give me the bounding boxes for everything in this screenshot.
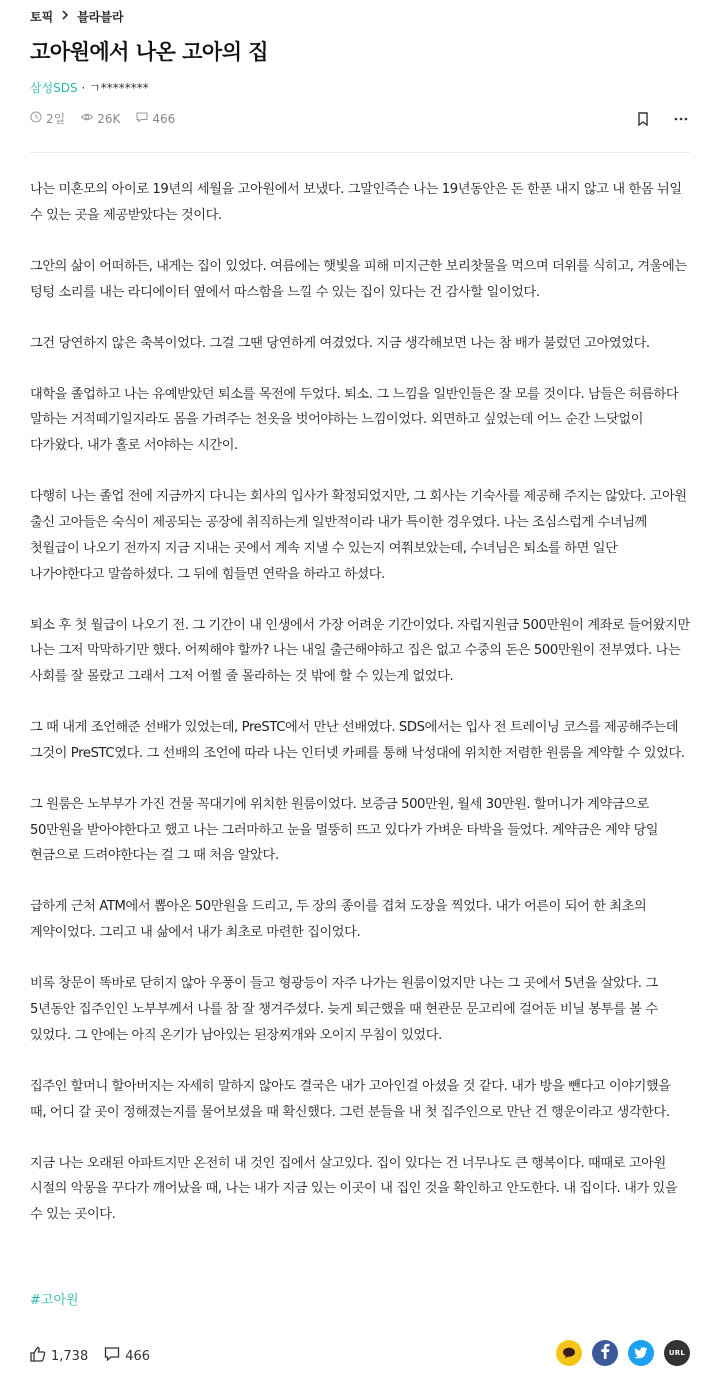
comment-bubble-icon [104, 1346, 120, 1366]
author-info [30, 79, 149, 96]
comment-button[interactable] [104, 1346, 150, 1366]
kakaotalk-icon [562, 1344, 576, 1363]
facebook-share-button[interactable] [592, 1340, 618, 1366]
post-comments [136, 111, 175, 126]
breadcrumb-board[interactable]: 블라블라 [77, 10, 124, 24]
like-button[interactable] [30, 1346, 88, 1366]
post-body [30, 177, 690, 1253]
post-views-label: 26K [97, 111, 121, 126]
kakao-share-button[interactable] [556, 1340, 582, 1366]
reaction-bar [30, 1346, 150, 1366]
twitter-bird-icon [634, 1344, 648, 1363]
body-paragraph: 집주인 할머니 할아버지는 자세히 말하지 않아도 결국은 내가 고아인걸 아셨을 것 같다. 내가 방을 뺀다고 이야기했을 때, 어디 갈 곳이 정해졌는지를 물어보셨을 때 확신했다. 그런 분들을 내 첫 집주인으로 만난 건 행운이라고 생각한다. [30, 1078, 671, 1120]
url-share-button[interactable] [664, 1340, 690, 1366]
post-time [30, 110, 65, 127]
body-paragraph: 그건 당연하지 않은 축복이었다. 그걸 그땐 당연하게 여겼었다. 지금 생각해보면 나는 참 배가 불렀던 고아였었다. [30, 335, 650, 351]
twitter-share-button[interactable] [628, 1340, 654, 1366]
body-paragraph: 비록 창문이 똑바로 닫히지 않아 우풍이 들고 형광등이 자주 나가는 원룸이었지만 나는 그 곳에서 5년을 살았다. 그 5년동안 집주인인 노부부께서 나를 참 잘 챙겨주셨다. 늦게 퇴근했을 때 현관문 문고리에 걸어둔 비닐 봉투를 볼 수 있었다. 그 안에는 아직 온기가 남아있는 된장찌개와 오이지 무침이 있었다. [30, 976, 658, 1043]
thumbs-up-icon [30, 1346, 46, 1366]
body-paragraph: 대학을 졸업하고 나는 유예받았던 퇴소를 목전에 두었다. 퇴소. 그 느낌을 일반인들은 잘 모를 것이다. 남들은 허름하다 말하는 거적떼기일지라도 몸을 가려주는 천옷을 벗어야하는 느낌이었다. 외면하고 싶었는데 어느 순간 느닷없이 다가왔다. 내가 홀로 서야하는 시간이. [30, 386, 679, 454]
body-paragraph: 그안의 삶이 어떠하든, 내게는 집이 있었다. 여름에는 햇빛을 피해 미지근한 보리찻물을 먹으며 더위를 식히고, 겨울에는 텅텅 소리를 내는 라디에이터 옆에서 따스함을 느낄 수 있는 집이 있다는 건 감사할 일이었다. [30, 258, 687, 300]
author-separator: · [77, 81, 90, 95]
share-buttons [556, 1340, 690, 1366]
post-views [81, 111, 120, 126]
body-paragraph: 지금 나는 오래된 아파트지만 온전히 내 것인 집에서 살고있다. 집이 있다는 건 너무나도 큰 행복이다. 때때로 고아원 시절의 악몽을 꾸다가 깨어났을 때, 나는 내가 지금 있는 이곳이 내 집인 것을 확인하고 안도한다. 내 집이다. 내가 있을 수 있는 곳이다. [30, 1155, 678, 1223]
author-nickname: ㄱ******** [89, 81, 149, 95]
author-company[interactable]: 삼성SDS [30, 81, 78, 95]
post-title: 고아원에서 나온 고아의 집 [30, 40, 269, 64]
chevron-right-icon [61, 10, 69, 23]
divider [30, 152, 690, 153]
body-paragraph: 퇴소 후 첫 월급이 나오기 전. 그 기간이 내 인생에서 가장 어려운 기간이었다. 자립지원금 500만원이 계좌로 들어왔지만 나는 그저 막막하기만 했다. 어찌해야 할까? 나는 내일 출근해야하고 집은 없고 수중의 돈은 500만원이 전부였다. 나는 사회를 잘 몰랐고 그래서 그저 어쩔 줄 몰라하는 것 밖에 할 수 있는게 없었다. [30, 617, 690, 685]
post-time-label: 2일 [46, 112, 66, 126]
body-paragraph: 그 원룸은 노부부가 가진 건물 꼭대기에 위치한 원룸이었다. 보증금 500만원, 월세 30만원. 할머니가 계약금으로 50만원을 받아야한다고 했고 나는 그러마하고 눈을 멀뚱히 뜨고 있다가 가벼운 타박을 들었다. 계약금은 계약 당일 현금으로 드려야한다는 걸 그 때 처음 알았다. [30, 796, 659, 864]
body-paragraph: 다행히 나는 졸업 전에 지금까지 다니는 회사의 입사가 확정되었지만, 그 회사는 기숙사를 제공해 주지는 않았다. 고아원 출신 고아들은 숙식이 제공되는 공장에 취직하는게 일반적이라 내가 특이한 경우였다. 나는 조심스럽게 수녀님께 첫월급이 나오기 전까지 지금 지내는 곳에서 계속 지낼 수 있는지 여쭤보았는데, 수녀님은 퇴소를 하면 일단 나가야한다고 말씀하셨다. 그 뒤에 힘들면 연락을 하라고 하셨다. [30, 489, 687, 582]
body-paragraph: 그 때 내게 조언해준 선배가 있었는데, PreSTC에서 만난 선배였다. SDS에서는 입사 전 트레이닝 코스를 제공해주는데 그것이 PreSTC였다. 그 선배의 조언에 따라 나는 인터넷 카페를 통해 낙성대에 위치한 저렴한 원룸을 계약할 수 있었다. [30, 720, 685, 761]
bookmark-icon[interactable] [634, 110, 652, 128]
more-options-icon[interactable] [672, 110, 690, 128]
hashtag[interactable]: #고아원 [30, 1293, 79, 1308]
breadcrumb [30, 8, 124, 25]
facebook-icon [600, 1343, 610, 1363]
comment-icon [136, 111, 148, 126]
body-paragraph: 나는 미혼모의 아이로 19년의 세월을 고아원에서 보냈다. 그말인즉슨 나는 19년동안은 돈 한푼 내지 않고 내 한몸 뉘일 수 있는 곳을 제공받았다는 것이다. [30, 182, 682, 223]
like-count: 1,738 [51, 1348, 89, 1364]
clock-icon [30, 111, 42, 126]
comment-count: 466 [125, 1348, 151, 1364]
post-comments-label: 466 [152, 111, 176, 126]
post-meta [30, 110, 175, 127]
post-footer [30, 1340, 690, 1370]
url-label: URL [668, 1349, 686, 1357]
body-paragraph: 급하게 근처 ATM에서 뽑아온 50만원을 드리고, 두 장의 종이를 겹쳐 도장을 찍었다. 내가 어른이 되어 한 최초의 계약이었다. 그리고 내 삶에서 내가 최초로 마련한 집이었다. [30, 899, 647, 941]
eye-icon [81, 111, 93, 126]
breadcrumb-topic[interactable]: 토픽 [30, 10, 54, 24]
post-actions [634, 110, 690, 128]
